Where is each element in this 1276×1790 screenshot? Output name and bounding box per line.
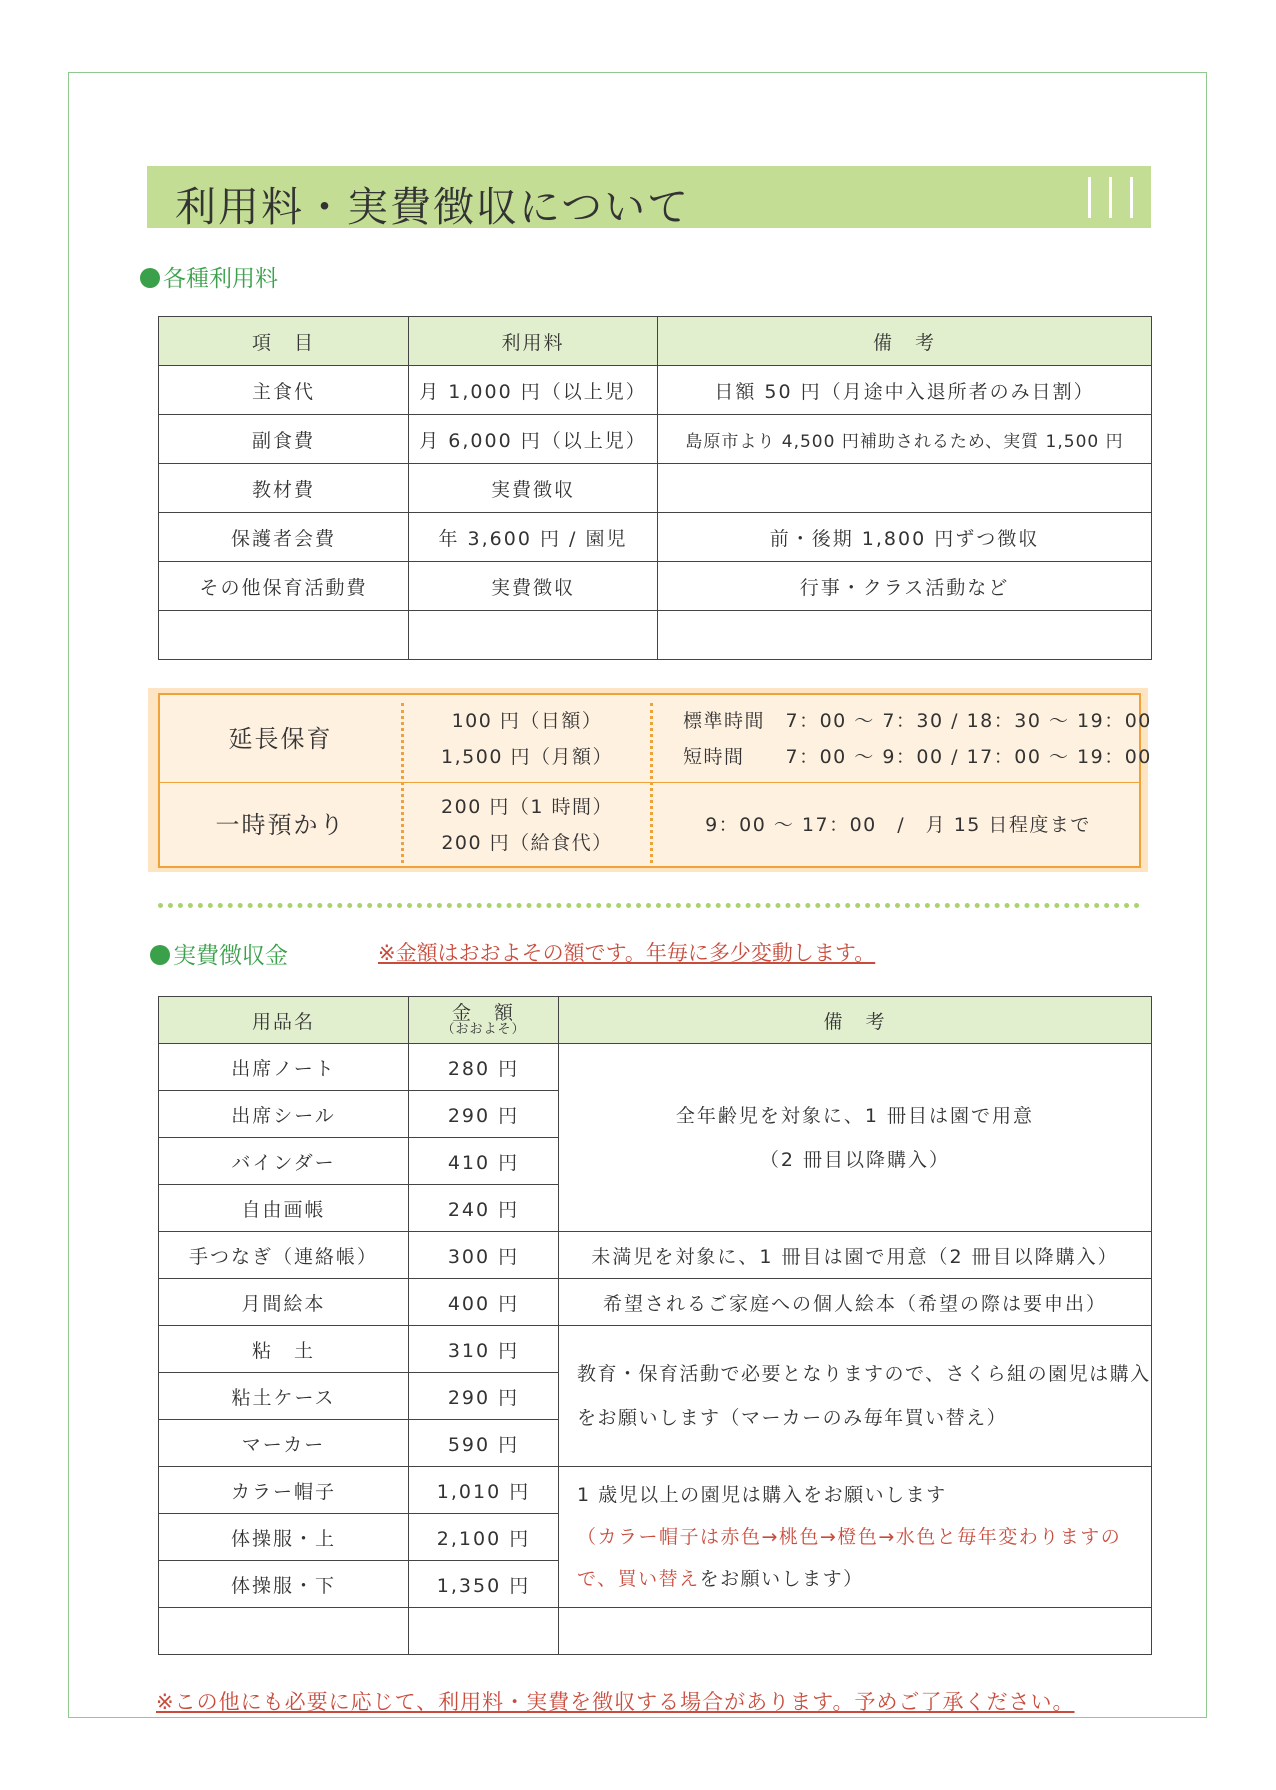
remark-cell: 未満児を対象に、1 冊目は園で用意（2 冊目以降購入） bbox=[559, 1232, 1152, 1279]
footer-note: ※この他にも必要に応じて、利用料・実費を徴収する場合があります。予めご了承ください。 bbox=[156, 1690, 1075, 1714]
remark-cell: 日額 50 円（月途中入退所者のみ日割） bbox=[658, 366, 1152, 415]
temporary-fee-hourly: 200 円（1 時間） bbox=[441, 795, 613, 818]
remark-cell: 教育・保育活動で必要となりますので、さくら組の園児は購入をお願いします（マーカーのみ毎年買い替え） bbox=[559, 1326, 1152, 1467]
fee-cell: 実費徴収 bbox=[409, 464, 658, 513]
remark-cell: 行事・クラス活動など bbox=[658, 562, 1152, 611]
item-amount: 240 円 bbox=[409, 1185, 559, 1232]
item-name: 粘 土 bbox=[159, 1326, 409, 1373]
bullet-dot-icon bbox=[140, 268, 160, 288]
item-cell: 副食費 bbox=[159, 415, 409, 464]
materials-table bbox=[158, 996, 1152, 1655]
item-amount: 310 円 bbox=[409, 1326, 559, 1373]
extended-care-label: 延長保育 bbox=[228, 724, 333, 753]
fee-cell: 月 1,000 円（以上児） bbox=[409, 366, 658, 415]
table-row bbox=[159, 513, 1152, 562]
page-title: 利用料・実費徴収について bbox=[175, 183, 691, 231]
hours-short: 短時間 7：00 〜 9：00 / 17：00 〜 19：00 bbox=[683, 745, 1152, 768]
item-cell: 主食代 bbox=[159, 366, 409, 415]
extra-care-box bbox=[158, 693, 1152, 868]
item-name: カラー帽子 bbox=[159, 1467, 409, 1514]
fees-table bbox=[158, 316, 1152, 660]
table-row bbox=[159, 415, 1152, 464]
title-band bbox=[147, 166, 1151, 231]
item-name: マーカー bbox=[159, 1420, 409, 1467]
item-cell: 保護者会費 bbox=[159, 513, 409, 562]
table-row bbox=[159, 464, 1152, 513]
item-name: 月間絵本 bbox=[159, 1279, 409, 1326]
item-name: 体操服・上 bbox=[159, 1514, 409, 1561]
header-cell: 備 考 bbox=[559, 997, 1152, 1044]
remark-red-text: （カラー帽子は赤色→桃色→橙色→水色と毎年変わりますので、買い替え bbox=[577, 1526, 1122, 1590]
table-row bbox=[159, 611, 1152, 660]
item-cell bbox=[159, 611, 409, 660]
remark-cell bbox=[658, 464, 1152, 513]
header-cell: 備 考 bbox=[658, 317, 1152, 366]
extended-care-hours bbox=[683, 695, 1152, 782]
extended-fee-monthly: 1,500 円（月額） bbox=[441, 745, 613, 768]
section-heading-materials bbox=[150, 937, 288, 970]
header-cell: 用品名 bbox=[159, 997, 409, 1044]
item-amount: 300 円 bbox=[409, 1232, 559, 1279]
item-name: 手つなぎ（連絡帳） bbox=[159, 1232, 409, 1279]
table-row bbox=[159, 1326, 1152, 1373]
item-amount: 400 円 bbox=[409, 1279, 559, 1326]
section-heading-text: 実費徴収金 bbox=[173, 943, 288, 969]
table-row bbox=[159, 1467, 1152, 1514]
remark-cell bbox=[658, 611, 1152, 660]
amount-approx-note: ※金額はおおよその額です。年毎に多少変動します。 bbox=[378, 941, 876, 965]
item-amount: 410 円 bbox=[409, 1138, 559, 1185]
remark-line: （2 冊目以降購入） bbox=[759, 1148, 951, 1171]
remark-line: 全年齢児を対象に、1 冊目は園で用意 bbox=[675, 1104, 1035, 1127]
item-name: 体操服・下 bbox=[159, 1561, 409, 1608]
section-heading-fees bbox=[140, 260, 278, 293]
hours-standard: 標準時間 7：00 〜 7：30 / 18：30 〜 19：00 bbox=[683, 709, 1152, 732]
header-cell: 項 目 bbox=[159, 317, 409, 366]
table-row bbox=[159, 1279, 1152, 1326]
remark-cell bbox=[559, 1608, 1152, 1655]
item-amount: 1,350 円 bbox=[409, 1561, 559, 1608]
item-name: 自由画帳 bbox=[159, 1185, 409, 1232]
item-name: 出席ノート bbox=[159, 1044, 409, 1091]
item-amount: 2,100 円 bbox=[409, 1514, 559, 1561]
table-header-row bbox=[159, 317, 1152, 366]
amount-header-sub: （おおよそ） bbox=[441, 1022, 526, 1037]
title-stripe bbox=[1130, 177, 1133, 218]
table-row bbox=[159, 1044, 1152, 1091]
temporary-fee-meal: 200 円（給食代） bbox=[441, 831, 613, 854]
item-cell: その他保育活動費 bbox=[159, 562, 409, 611]
item-amount: 590 円 bbox=[409, 1420, 559, 1467]
item-name: バインダー bbox=[159, 1138, 409, 1185]
temporary-care-fees bbox=[404, 783, 650, 866]
section-heading-text: 各種利用料 bbox=[163, 266, 278, 292]
table-row bbox=[159, 562, 1152, 611]
table-row bbox=[159, 366, 1152, 415]
item-amount bbox=[409, 1608, 559, 1655]
table-header-row bbox=[159, 997, 1152, 1044]
fee-cell: 月 6,000 円（以上児） bbox=[409, 415, 658, 464]
temporary-care-hours: 9：00 〜 17：00 / 月 15 日程度まで bbox=[705, 813, 1091, 836]
title-stripe bbox=[1088, 177, 1091, 218]
extended-care-fees bbox=[404, 695, 650, 782]
header-cell bbox=[409, 997, 559, 1044]
fee-cell bbox=[409, 611, 658, 660]
table-row bbox=[159, 1232, 1152, 1279]
title-stripe bbox=[1109, 177, 1112, 218]
amount-header: 金 額 bbox=[451, 1002, 515, 1024]
dotted-separator bbox=[158, 903, 1140, 908]
remark-text: 1 歳児以上の園児は購入をお願いします bbox=[577, 1484, 947, 1506]
item-name: 粘土ケース bbox=[159, 1373, 409, 1420]
fee-cell: 実費徴収 bbox=[409, 562, 658, 611]
item-amount: 280 円 bbox=[409, 1044, 559, 1091]
item-amount: 290 円 bbox=[409, 1373, 559, 1420]
temporary-care-label: 一時預かり bbox=[215, 810, 346, 839]
extended-fee-daily: 100 円（日額） bbox=[451, 709, 603, 732]
remark-cell: 希望されるご家庭への個人絵本（希望の際は要申出） bbox=[559, 1279, 1152, 1326]
bullet-dot-icon bbox=[150, 945, 170, 965]
header-cell: 利用料 bbox=[409, 317, 658, 366]
remark-cell: 前・後期 1,800 円ずつ徴収 bbox=[658, 513, 1152, 562]
remark-text: をお願いします） bbox=[699, 1568, 864, 1590]
item-amount: 290 円 bbox=[409, 1091, 559, 1138]
remark-cell bbox=[559, 1467, 1152, 1608]
item-name: 出席シール bbox=[159, 1091, 409, 1138]
fee-cell: 年 3,600 円 / 園児 bbox=[409, 513, 658, 562]
table-row bbox=[159, 1608, 1152, 1655]
item-cell: 教材費 bbox=[159, 464, 409, 513]
item-amount: 1,010 円 bbox=[409, 1467, 559, 1514]
remark-cell bbox=[559, 1044, 1152, 1232]
item-name bbox=[159, 1608, 409, 1655]
remark-cell: 島原市より 4,500 円補助されるため、実質 1,500 円 bbox=[658, 415, 1152, 464]
